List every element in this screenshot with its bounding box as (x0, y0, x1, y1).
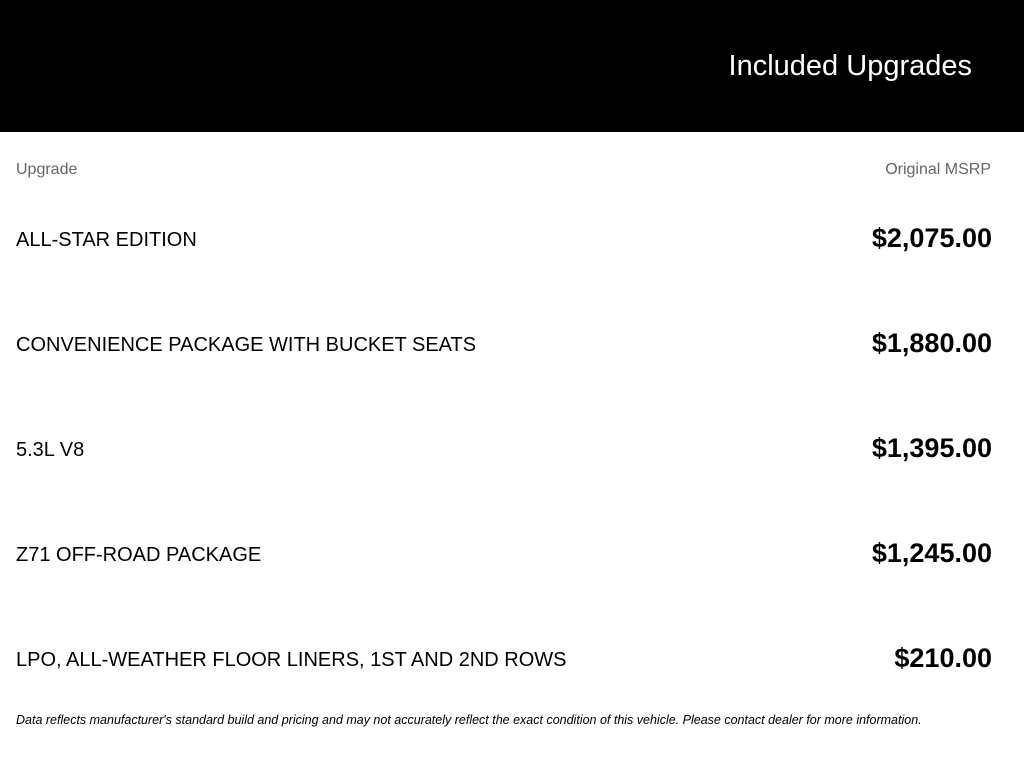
upgrade-price: $2,075.00 (871, 223, 992, 253)
upgrade-row (0, 500, 1024, 605)
upgrade-name: CONVENIENCE PACKAGE WITH BUCKET SEATS (16, 334, 477, 356)
header-bar (0, 0, 1024, 132)
upgrade-name: Z71 OFF-ROAD PACKAGE (16, 544, 262, 566)
upgrades-list (0, 185, 1024, 710)
upgrade-price: $1,245.00 (871, 538, 992, 568)
upgrade-column-header: Upgrade (16, 161, 78, 178)
upgrade-price: $210.00 (894, 643, 992, 673)
upgrade-row (0, 605, 1024, 710)
msrp-column-header: Original MSRP (885, 161, 991, 178)
disclaimer-text: Data reflects manufacturer's standard build and pricing and may not accurately reflect the exact condition of this vehicle. Please contact dealer for more information. (16, 713, 922, 727)
upgrade-row (0, 395, 1024, 500)
page-title: Included Upgrades (728, 50, 972, 82)
upgrade-name: 5.3L V8 (16, 439, 85, 461)
upgrade-price: $1,395.00 (871, 433, 992, 463)
upgrade-row (0, 290, 1024, 395)
upgrade-row (0, 185, 1024, 290)
upgrade-price: $1,880.00 (871, 328, 992, 358)
upgrade-name: LPO, ALL-WEATHER FLOOR LINERS, 1ST AND 2ND ROWS (16, 649, 567, 671)
upgrade-name: ALL-STAR EDITION (16, 229, 197, 251)
